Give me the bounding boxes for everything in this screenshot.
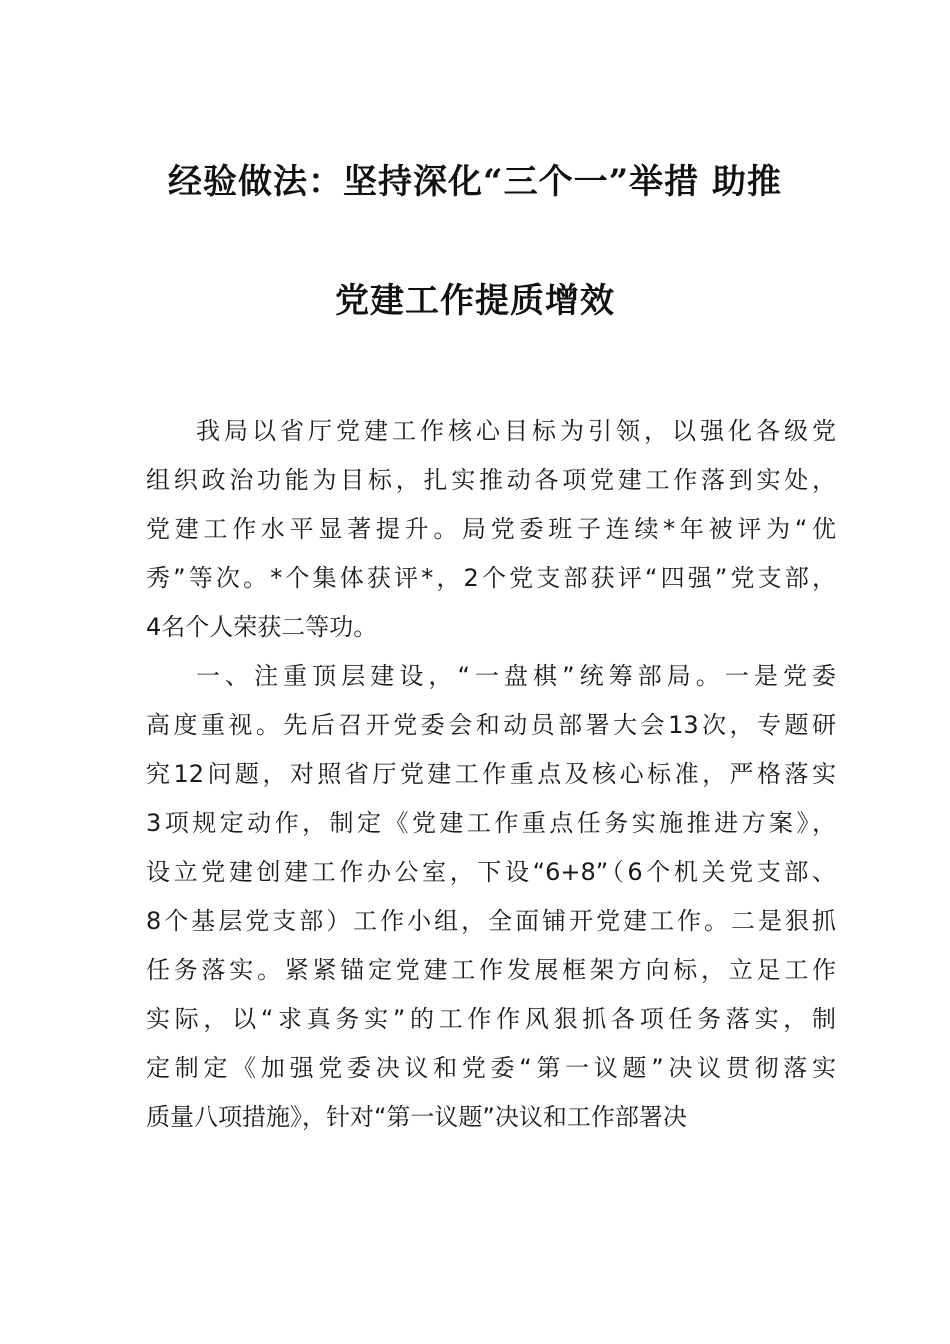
paragraph-2-line-8: 实际，以“求真务实”的工作作风狠抓各项任务落实，制 bbox=[146, 1005, 836, 1033]
paragraph-2-line-6: 8个基层党支部）工作小组，全面铺开党建工作。二是狠抓 bbox=[146, 907, 836, 935]
paragraph-1-line-4: 秀”等次。*个集体获评*，2个党支部获评“四强”党支部， bbox=[146, 564, 836, 592]
paragraph-1-line-1: 我局以省厅党建工作核心目标为引领，以强化各级党 bbox=[196, 417, 836, 445]
paragraph-1-line-3: 党建工作水平显著提升。局党委班子连续*年被评为“优 bbox=[146, 515, 836, 543]
paragraph-2-line-10: 质量八项措施》，针对“第一议题”决议和工作部署决 bbox=[146, 1103, 687, 1131]
paragraph-2-line-1: 一、注重顶层建设，“一盘棋”统筹部局。一是党委 bbox=[196, 662, 836, 690]
paragraph-2-line-2: 高度重视。先后召开党委会和动员部署大会13次，专题研 bbox=[146, 711, 836, 739]
paragraph-1-line-2: 组织政治功能为目标，扎实推动各项党建工作落到实处， bbox=[146, 466, 836, 494]
paragraph-1-line-5: 4名个人荣获二等功。 bbox=[146, 613, 378, 641]
paragraph-2-line-4: 3项规定动作，制定《党建工作重点任务实施推进方案》， bbox=[146, 809, 836, 837]
paragraph-2-line-7: 任务落实。紧紧锚定党建工作发展框架方向标，立足工作 bbox=[146, 956, 836, 984]
paragraph-2-line-3: 究12问题，对照省厅党建工作重点及核心标准，严格落实 bbox=[146, 760, 836, 788]
document-title-line-2: 党建工作提质增效 bbox=[335, 281, 615, 321]
document-title-line-1: 经验做法：坚持深化“三个一”举措 助推 bbox=[168, 162, 782, 202]
paragraph-2-line-5: 设立党建创建工作办公室，下设“6+8”（6个机关党支部、 bbox=[146, 858, 836, 886]
paragraph-2-line-9: 定制定《加强党委决议和党委“第一议题”决议贯彻落实 bbox=[146, 1054, 836, 1082]
